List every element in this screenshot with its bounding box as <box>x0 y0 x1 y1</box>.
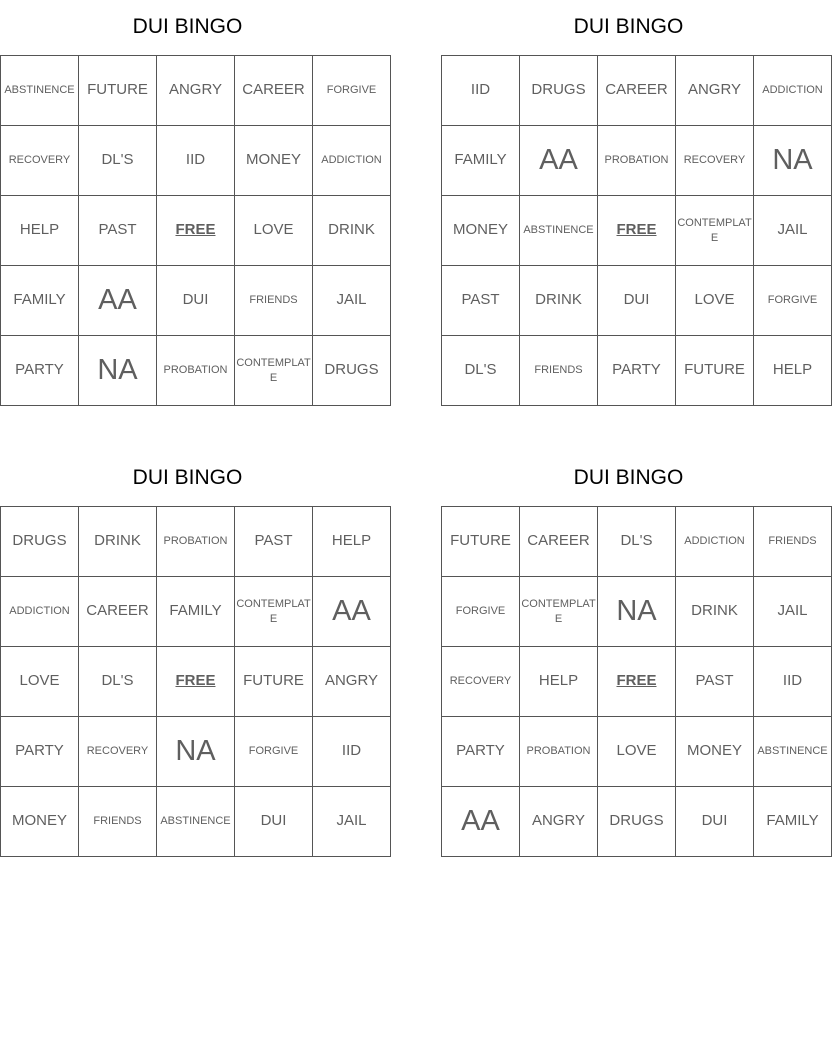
bingo-cell: RECOVERY <box>1 126 79 196</box>
bingo-cell: ABSTINENCE <box>157 787 235 857</box>
bingo-cell: FRIENDS <box>79 787 157 857</box>
bingo-cell: DUI <box>157 266 235 336</box>
bingo-cell: AA <box>79 266 157 336</box>
bingo-cell: NA <box>754 126 832 196</box>
bingo-cell: FUTURE <box>676 336 754 406</box>
grid-row <box>442 56 832 126</box>
bingo-cell: ANGRY <box>313 647 391 717</box>
bingo-cell: DRINK <box>520 266 598 336</box>
bingo-cell: MONEY <box>1 787 79 857</box>
bingo-cell: PARTY <box>1 717 79 787</box>
bingo-cell: NA <box>79 336 157 406</box>
bingo-cell: MONEY <box>442 196 520 266</box>
bingo-cell: CAREER <box>235 56 313 126</box>
bingo-cell: FORGIVE <box>313 56 391 126</box>
bingo-cell: ANGRY <box>520 787 598 857</box>
grid-row <box>442 507 832 577</box>
bingo-cell: ABSTINENCE <box>754 717 832 787</box>
bingo-cell: NA <box>598 577 676 647</box>
bingo-cell: CAREER <box>598 56 676 126</box>
bingo-cell: FAMILY <box>754 787 832 857</box>
bingo-cell: PARTY <box>598 336 676 406</box>
bingo-cell: ADDICTION <box>754 56 832 126</box>
bingo-cell: FUTURE <box>235 647 313 717</box>
bingo-cell: ABSTINENCE <box>520 196 598 266</box>
bingo-cell: CONTEMPLATE <box>235 336 313 406</box>
bingo-cell: CONTEMPLATE <box>235 577 313 647</box>
bingo-cell: FORGIVE <box>235 717 313 787</box>
grid-row <box>442 577 832 647</box>
bingo-cell: FRIENDS <box>754 507 832 577</box>
bingo-cell: JAIL <box>754 196 832 266</box>
bingo-cell: FORGIVE <box>754 266 832 336</box>
grid-row <box>1 717 391 787</box>
bingo-cell: ABSTINENCE <box>1 56 79 126</box>
bingo-cell: LOVE <box>235 196 313 266</box>
grid-row <box>1 647 391 717</box>
card-title: DUI BINGO <box>132 15 243 38</box>
free-space-cell: FREE <box>598 647 676 717</box>
free-space-cell: FREE <box>157 647 235 717</box>
bingo-cell: PROBATION <box>598 126 676 196</box>
grid-row <box>442 266 832 336</box>
bingo-cell: PROBATION <box>520 717 598 787</box>
bingo-cell: JAIL <box>754 577 832 647</box>
card-title: DUI BINGO <box>573 466 684 489</box>
bingo-cell: JAIL <box>313 787 391 857</box>
bingo-cell: CONTEMPLATE <box>520 577 598 647</box>
bingo-cell: ANGRY <box>676 56 754 126</box>
card-title: DUI BINGO <box>132 466 243 489</box>
bingo-cell: ADDICTION <box>676 507 754 577</box>
bingo-cell: DUI <box>235 787 313 857</box>
bingo-cell: DL'S <box>79 647 157 717</box>
bingo-cell: LOVE <box>1 647 79 717</box>
bingo-cell: DL'S <box>442 336 520 406</box>
bingo-cell: ADDICTION <box>313 126 391 196</box>
bingo-cell: FRIENDS <box>520 336 598 406</box>
bingo-cell: DUI <box>676 787 754 857</box>
grid-row <box>442 126 832 196</box>
bingo-cell: FUTURE <box>442 507 520 577</box>
bingo-cell: ANGRY <box>157 56 235 126</box>
bingo-cell: HELP <box>520 647 598 717</box>
bingo-cell: RECOVERY <box>442 647 520 717</box>
bingo-cell: RECOVERY <box>676 126 754 196</box>
bingo-cell: CAREER <box>520 507 598 577</box>
bingo-cell: DL'S <box>598 507 676 577</box>
bingo-cell: RECOVERY <box>79 717 157 787</box>
bingo-cell: DRUGS <box>1 507 79 577</box>
bingo-cell: FAMILY <box>157 577 235 647</box>
grid-row <box>1 266 391 336</box>
grid-row <box>1 507 391 577</box>
bingo-grid <box>0 55 391 406</box>
grid-row <box>1 196 391 266</box>
bingo-cell: FAMILY <box>1 266 79 336</box>
grid-row <box>1 787 391 857</box>
bingo-cell: CONTEMPLATE <box>676 196 754 266</box>
grid-row <box>442 717 832 787</box>
bingo-cell: MONEY <box>235 126 313 196</box>
bingo-cell: FRIENDS <box>235 266 313 336</box>
bingo-grid <box>441 506 832 857</box>
bingo-cell: JAIL <box>313 266 391 336</box>
bingo-cell: AA <box>520 126 598 196</box>
bingo-cell: MONEY <box>676 717 754 787</box>
bingo-cell: AA <box>313 577 391 647</box>
bingo-cell: CAREER <box>79 577 157 647</box>
grid-row <box>1 56 391 126</box>
bingo-cell: IID <box>754 647 832 717</box>
bingo-cell: ADDICTION <box>1 577 79 647</box>
bingo-cell: HELP <box>754 336 832 406</box>
bingo-cell: LOVE <box>676 266 754 336</box>
bingo-cell: IID <box>313 717 391 787</box>
bingo-cell: PROBATION <box>157 336 235 406</box>
bingo-cell: NA <box>157 717 235 787</box>
grid-row <box>442 196 832 266</box>
bingo-cell: IID <box>442 56 520 126</box>
bingo-cell: PARTY <box>1 336 79 406</box>
bingo-cell: PAST <box>442 266 520 336</box>
bingo-cell: DRUGS <box>598 787 676 857</box>
grid-row <box>1 577 391 647</box>
bingo-cell: PAST <box>79 196 157 266</box>
bingo-cell: DUI <box>598 266 676 336</box>
bingo-cell: HELP <box>1 196 79 266</box>
bingo-cell: IID <box>157 126 235 196</box>
bingo-grid <box>0 506 391 857</box>
bingo-cell: DRINK <box>79 507 157 577</box>
bingo-cell: FAMILY <box>442 126 520 196</box>
card-title: DUI BINGO <box>573 15 684 38</box>
bingo-cell: DRINK <box>313 196 391 266</box>
bingo-cell: PARTY <box>442 717 520 787</box>
bingo-cell: FORGIVE <box>442 577 520 647</box>
grid-row <box>1 336 391 406</box>
grid-row <box>442 787 832 857</box>
bingo-cell: FUTURE <box>79 56 157 126</box>
bingo-cell: LOVE <box>598 717 676 787</box>
bingo-cell: DRUGS <box>520 56 598 126</box>
bingo-cell: DRUGS <box>313 336 391 406</box>
bingo-cell: DRINK <box>676 577 754 647</box>
bingo-cell: HELP <box>313 507 391 577</box>
grid-row <box>442 336 832 406</box>
bingo-cell: PAST <box>235 507 313 577</box>
bingo-grid <box>441 55 832 406</box>
grid-row <box>442 647 832 717</box>
bingo-cell: AA <box>442 787 520 857</box>
bingo-cell: DL'S <box>79 126 157 196</box>
bingo-cell: PAST <box>676 647 754 717</box>
bingo-cell: PROBATION <box>157 507 235 577</box>
free-space-cell: FREE <box>157 196 235 266</box>
grid-row <box>1 126 391 196</box>
free-space-cell: FREE <box>598 196 676 266</box>
